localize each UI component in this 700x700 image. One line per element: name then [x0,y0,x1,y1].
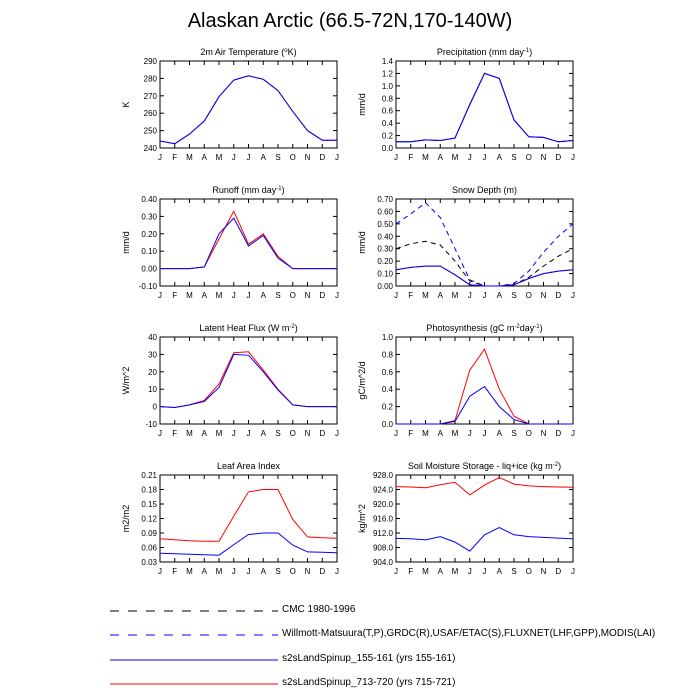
y-tick-label: 0.4 [381,385,393,395]
panel-snow-depth-m [357,185,575,300]
x-tick-label: N [304,567,311,576]
x-tick-label: A [496,429,502,438]
x-tick-label: J [158,291,162,300]
legend-entry-observations [110,628,690,642]
y-tick-label: 0.10 [377,269,393,279]
series-line-1 [160,490,337,542]
y-tick-label: 0.20 [141,229,157,239]
panel-title: Precipitation (mm day$^{-1}$) [436,47,533,57]
y-tick-label: 908.0 [372,543,393,553]
y-tick-label: 0.2 [381,402,393,412]
series-line-1 [160,211,337,268]
legend-label-run-713-720: s2sLandSpinup_713-720 (yrs 715-721) [282,677,456,688]
x-tick-label: O [525,429,532,438]
x-tick-label: A [201,567,207,576]
y-tick-label: 250 [143,126,157,136]
plot-frame [160,199,337,286]
x-tick-label: S [511,153,517,162]
x-tick-label: D [555,567,562,576]
x-tick-label: N [304,291,311,300]
panel-title: Latent Heat Flux (W $m^{-2}$) [199,323,298,333]
y-tick-label: 920.0 [372,500,393,509]
x-tick-label: N [540,567,547,576]
x-tick-label: J [335,153,339,162]
x-tick-label: N [540,153,547,162]
y-tick-label: 0.00 [377,282,393,291]
x-tick-label: J [467,429,472,438]
x-tick-label: M [186,567,193,576]
series-line-2 [160,354,337,407]
legend-entry-run-713-720 [110,677,690,691]
y-tick-label: 0.60 [377,207,393,217]
panel-leaf-area-index [121,461,339,576]
y-axis-label: K [121,101,131,108]
y-tick-label: 0.8 [381,94,393,104]
y-tick-label: -10 [145,420,157,429]
panel-title: Snow Depth (m) [451,185,518,195]
x-tick-label: J [246,153,251,162]
x-tick-label: M [451,567,459,576]
y-tick-label: 0.30 [141,212,157,222]
x-tick-label: J [467,567,472,576]
x-tick-label: D [319,429,326,438]
plot-frame [160,337,337,424]
y-tick-label: 928.0 [372,471,393,480]
legend-label-cmc: CMC 1980-1996 [282,604,356,615]
y-tick-label: 0.21 [141,471,157,480]
y-tick-label: 260 [143,109,157,119]
x-tick-label: J [335,567,339,576]
y-tick-label: 0.15 [141,500,157,509]
y-tick-label: -0.10 [138,282,157,291]
series-line-2 [396,528,573,552]
x-tick-label: F [172,567,178,576]
x-tick-label: M [215,153,223,162]
x-tick-label: D [319,291,326,300]
y-tick-label: 40 [148,333,157,342]
y-axis-label: mm/d [121,231,131,254]
x-tick-label: J [335,429,339,438]
x-tick-label: A [437,291,443,300]
y-axis-label: W/m^2 [121,366,131,395]
x-tick-label: A [201,429,207,438]
x-tick-label: D [555,291,562,300]
x-tick-label: O [289,567,296,576]
y-tick-label: 912.0 [372,529,393,538]
x-tick-label: A [496,567,502,576]
x-tick-label: D [319,153,326,162]
y-tick-label: 0.50 [377,219,393,229]
y-tick-label: 0.40 [141,195,157,204]
y-tick-label: 0.12 [141,514,157,524]
legend-label-run-155-161: s2sLandSpinup_155-161 (yrs 155-161) [282,653,456,664]
x-tick-label: A [437,567,443,576]
x-tick-label: J [467,291,472,300]
x-tick-label: J [246,429,251,438]
y-tick-label: 0.00 [141,264,157,274]
y-tick-label: 0.8 [381,350,393,360]
x-tick-label: F [172,153,178,162]
y-tick-label: 0 [152,402,157,412]
x-tick-label: J [231,153,236,162]
x-tick-label: O [289,291,296,300]
y-tick-label: 0.0 [381,144,393,153]
x-tick-label: J [231,567,236,576]
x-tick-label: N [540,429,547,438]
x-tick-label: J [394,429,398,438]
x-tick-label: J [571,567,575,576]
y-tick-label: 0.2 [381,131,393,141]
x-tick-label: J [482,291,487,300]
x-tick-label: S [275,567,281,576]
x-tick-label: J [482,153,487,162]
x-tick-label: J [335,291,339,300]
y-tick-label: 0.6 [381,367,393,377]
y-tick-label: 240 [143,144,157,153]
x-tick-label: J [482,567,487,576]
x-tick-label: J [571,429,575,438]
x-tick-label: A [260,291,266,300]
panel-title: Photosynthesis (gC $m^{-2}day^{-1}$) [426,323,543,333]
y-tick-label: 0.06 [141,543,157,553]
y-tick-label: 270 [143,91,157,101]
x-tick-label: S [275,429,281,438]
x-tick-label: M [186,291,193,300]
x-tick-label: F [172,291,178,300]
x-tick-label: A [260,429,266,438]
y-tick-label: 0.30 [377,244,393,254]
x-tick-label: J [467,153,472,162]
plot-frame [160,61,337,148]
x-tick-label: O [289,429,296,438]
y-tick-label: 904.0 [372,558,393,567]
panel-runoff-mm-day [121,185,339,300]
y-tick-label: 0.70 [377,195,393,204]
x-tick-label: M [451,429,459,438]
panel-title: 2m Air Temperature ($^o$K) [200,47,297,57]
series-line-1 [160,352,337,408]
x-tick-label: N [540,291,547,300]
y-axis-label: mm/d [357,93,367,116]
y-tick-label: 290 [143,57,157,66]
series-line-1 [396,478,573,495]
x-tick-label: O [289,153,296,162]
panel-precipitation-mm-day [357,47,575,162]
series-line-2 [160,76,337,144]
legend-entry-cmc [110,604,690,618]
y-tick-label: 0.6 [381,106,393,116]
plot-frame [160,475,337,562]
y-tick-label: 10 [148,385,157,395]
y-tick-label: 1.0 [381,81,393,91]
y-tick-label: 1.4 [381,57,393,66]
y-tick-label: 1.2 [381,69,393,79]
x-tick-label: J [246,291,251,300]
x-tick-label: M [422,153,429,162]
x-tick-label: D [555,429,562,438]
x-tick-label: M [186,153,193,162]
x-tick-label: S [511,291,517,300]
x-tick-label: J [394,291,398,300]
panel-title: Leaf Area Index [216,461,281,471]
x-tick-label: J [158,153,162,162]
series-line-1 [160,76,337,144]
y-tick-label: 1.0 [381,333,393,342]
y-axis-label: kg/m^2 [357,504,367,533]
panel-2m-air-temperature-k [121,47,339,162]
x-tick-label: F [408,153,414,162]
x-tick-label: S [275,153,281,162]
y-axis-label: gC/m^2/d [357,361,367,400]
x-tick-label: J [571,153,575,162]
x-tick-label: A [201,291,207,300]
x-tick-label: A [437,429,443,438]
x-tick-label: F [408,291,414,300]
x-tick-label: J [158,567,162,576]
x-tick-label: A [260,567,266,576]
y-tick-label: 0.20 [377,257,393,267]
y-tick-label: 280 [143,74,157,84]
x-tick-label: M [422,429,429,438]
x-tick-label: M [186,429,193,438]
x-tick-label: J [231,291,236,300]
x-tick-label: M [215,291,223,300]
y-tick-label: 0.0 [381,420,393,429]
y-tick-label: 20 [148,367,157,377]
x-tick-label: M [215,567,223,576]
x-tick-label: O [525,567,532,576]
y-tick-label: 0.10 [141,247,157,257]
x-tick-label: O [525,153,532,162]
x-tick-label: O [525,291,532,300]
series-line-2 [396,387,573,424]
x-tick-label: A [201,153,207,162]
series-line-1 [396,73,573,141]
y-tick-label: 30 [148,350,157,360]
x-tick-label: A [496,291,502,300]
legend-entry-run-155-161 [110,653,690,667]
y-tick-label: 0.03 [141,558,157,567]
y-tick-label: 0.09 [141,529,157,538]
x-tick-label: A [260,153,266,162]
panel-title: Soil Moisture Storage - liq+ice (kg $m^{-2}$) [407,461,562,471]
panel-title: Runoff (mm day$^{-1}$) [212,185,285,195]
x-tick-label: J [394,567,398,576]
figure-title: Alaskan Arctic (66.5-72N,170-140W) [187,10,513,32]
x-tick-label: S [511,429,517,438]
x-tick-label: S [511,567,517,576]
x-tick-label: F [408,567,414,576]
x-tick-label: S [275,291,281,300]
x-tick-label: M [422,567,429,576]
x-tick-label: N [304,429,311,438]
series-line-2 [396,241,573,286]
y-tick-label: 924.0 [372,485,393,495]
x-tick-label: A [496,153,502,162]
x-tick-label: J [571,291,575,300]
x-tick-label: J [246,567,251,576]
y-tick-label: 0.4 [381,119,393,129]
x-tick-label: D [555,153,562,162]
series-line-2 [396,73,573,141]
x-tick-label: N [304,153,311,162]
y-axis-label: m2/m2 [121,504,131,533]
panel-soil-moisture-storage-liq-ice-kg-m [357,461,575,576]
x-tick-label: D [319,567,326,576]
y-axis-label: mm/d [357,231,367,254]
panel-latent-heat-flux-w-m [121,323,339,438]
x-tick-label: J [158,429,162,438]
y-tick-label: 0.18 [141,485,157,495]
series-line-2 [160,533,337,555]
y-tick-label: 0.40 [377,232,393,242]
x-tick-label: M [422,291,429,300]
x-tick-label: A [437,153,443,162]
x-tick-label: M [215,429,223,438]
x-tick-label: J [482,429,487,438]
x-tick-label: M [451,153,459,162]
legend-label-observations: Willmott-Matsuura(T,P),GRDC(R),USAF/ETAC(S),FLUXNET(LHF,GPP),MODIS(LAI) [282,628,656,639]
x-tick-label: J [231,429,236,438]
x-tick-label: F [408,429,414,438]
x-tick-label: J [394,153,398,162]
y-tick-label: 916.0 [372,514,393,524]
x-tick-label: F [172,429,178,438]
panel-photosynthesis-gc-mday [357,323,575,438]
x-tick-label: M [451,291,459,300]
